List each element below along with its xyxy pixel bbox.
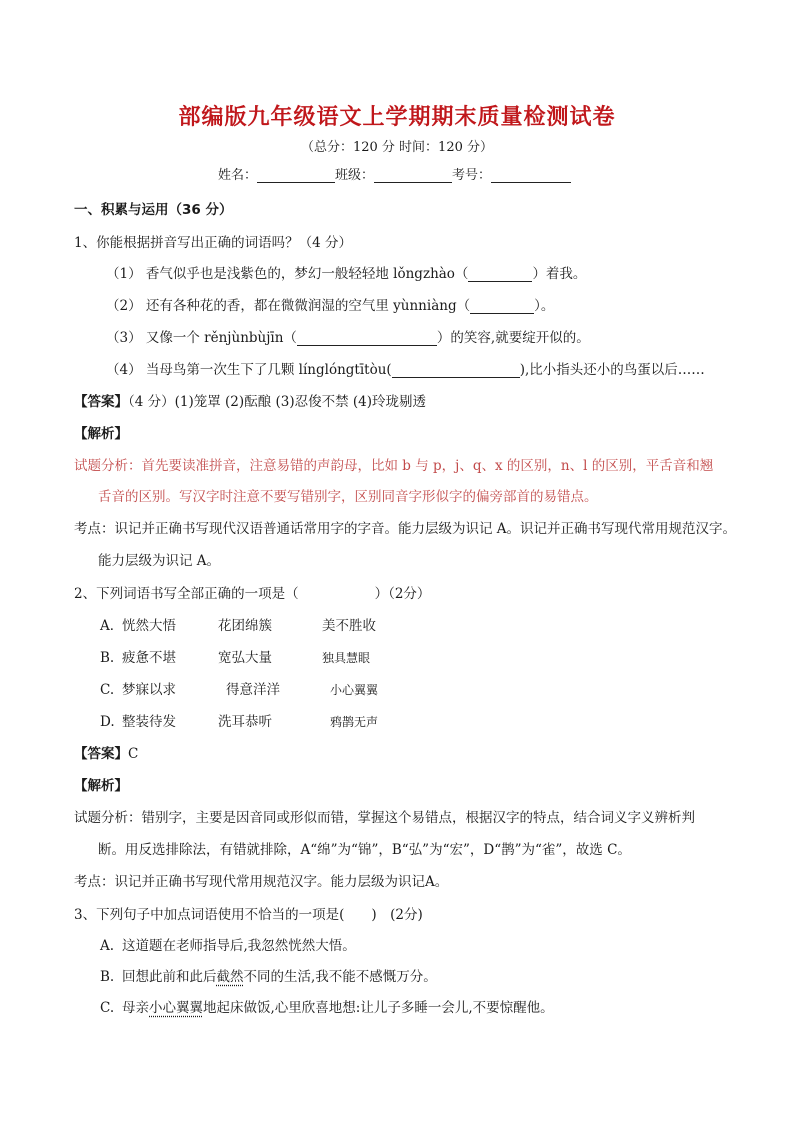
question-2-option-b bbox=[100, 646, 370, 666]
item-text: （1） 香气似乎也是浅紫色的，梦幻一般轻轻地 lǒngzhào（ bbox=[106, 266, 469, 282]
question-2-analysis-line-1: 试题分析：错别字，主要是因音同或形似而错，掌握这个易错点，根据汉字的特点，结合词义字义辨析判 bbox=[74, 810, 695, 826]
option-word: 疲惫不堪 bbox=[122, 650, 176, 666]
question-1-analysis-line-2: 舌音的区别。写汉字时注意不要写错别字，区别同音字形似字的偏旁部首的易错点。 bbox=[98, 489, 598, 505]
answer-blank bbox=[468, 269, 532, 282]
item-text: （3） 又像一个 rěnjùnbùjīn（ bbox=[106, 330, 297, 346]
answer-blank bbox=[297, 333, 437, 346]
name-label: 姓名： bbox=[218, 168, 258, 183]
question-1-item-3 bbox=[106, 326, 590, 346]
option-label: C. bbox=[100, 1000, 115, 1016]
option-label: A． bbox=[100, 618, 124, 634]
option-text: 地起床做饭,心里欣喜地想:让儿子多睡一会儿,不要惊醒他。 bbox=[203, 1000, 554, 1016]
option-word: 整装待发 bbox=[122, 714, 176, 730]
question-2-analysis-line-2: 断。用反选排除法，有错就排除，A“绵”为“锦”，B“弘”为“宏”，D“鹊”为“雀”，故选 C。 bbox=[98, 842, 631, 858]
class-blank bbox=[374, 170, 452, 183]
question-3-stem: 3、下列句子中加点词语使用不恰当的一项是( ) (2分) bbox=[74, 907, 423, 923]
question-3-option-c bbox=[100, 996, 554, 1016]
emphasized-word: 小心翼翼 bbox=[149, 1000, 203, 1016]
item-text: （2） 还有各种花的香，都在微微润湿的空气里 yùnniàng（ bbox=[106, 298, 471, 314]
question-1-analysis-label: 【解析】 bbox=[74, 426, 128, 442]
emphasized-word: 恍然大悟 bbox=[288, 938, 343, 954]
option-text: 不同的生活,我不能不感慨万分。 bbox=[243, 969, 437, 985]
question-2-stem bbox=[74, 582, 430, 602]
question-2-option-a bbox=[100, 614, 376, 634]
option-word: 梦寐以求 bbox=[122, 682, 176, 698]
option-word: 美不胜收 bbox=[322, 618, 376, 634]
option-word: 小心翼翼 bbox=[330, 683, 379, 697]
class-label: 班级： bbox=[335, 168, 375, 183]
question-1-answer bbox=[74, 390, 426, 410]
option-word: 独具慧眼 bbox=[322, 651, 371, 665]
option-label: C. bbox=[100, 682, 115, 698]
question-2-option-c bbox=[100, 678, 378, 698]
option-word: 恍然大悟 bbox=[122, 618, 176, 634]
option-label: B. bbox=[100, 650, 115, 666]
option-text: 。 bbox=[342, 938, 356, 954]
number-label: 考号： bbox=[452, 168, 492, 183]
answer-blank bbox=[470, 301, 534, 314]
stem-text: ）（2分） bbox=[374, 586, 431, 602]
exam-subtitle: （总分：120 分 时间：120 分） bbox=[300, 140, 494, 155]
section-heading: 一、积累与运用（36 分） bbox=[74, 202, 233, 218]
question-1-item-1 bbox=[106, 262, 586, 282]
question-2-option-d bbox=[100, 710, 378, 730]
item-text: ）的笑容,就要绽开似的。 bbox=[436, 330, 590, 346]
number-blank bbox=[491, 170, 571, 183]
option-word: 得意洋洋 bbox=[226, 682, 280, 698]
student-info-fields bbox=[218, 164, 571, 183]
question-1-item-4 bbox=[106, 358, 705, 378]
item-text: ）。 bbox=[534, 298, 555, 314]
question-2-analysis-label: 【解析】 bbox=[74, 778, 128, 794]
option-label: B. bbox=[100, 969, 115, 985]
option-text: 回想此前和此后 bbox=[122, 969, 217, 985]
question-1-point-line-1: 考点：识记并正确书写现代汉语普通话常用字的字音。能力层级为识记 A。识记并正确书写现代常用规范汉字。 bbox=[74, 521, 737, 537]
name-blank bbox=[257, 170, 335, 183]
stem-text: 2、下列词语书写全部正确的一项是（ bbox=[74, 586, 299, 602]
option-word: 花团绵簇 bbox=[218, 618, 272, 634]
answer-label: 【答案】 bbox=[74, 394, 128, 410]
answer-text: （4 分）(1)笼罩 (2)酝酿 (3)忍俊不禁 (4)玲珑剔透 bbox=[128, 394, 426, 410]
item-text: ),比小指头还小的鸟蛋以后…… bbox=[519, 362, 705, 378]
question-1-item-2 bbox=[106, 294, 554, 314]
question-2-point: 考点：识记并正确书写现代常用规范汉字。能力层级为识记A。 bbox=[74, 874, 449, 890]
item-text: ）着我。 bbox=[532, 266, 587, 282]
option-word: 洗耳恭听 bbox=[218, 714, 272, 730]
question-3-option-b bbox=[100, 965, 437, 985]
answer-text: C bbox=[128, 746, 139, 762]
option-word: 鸦鹊无声 bbox=[330, 715, 379, 729]
emphasized-word: 截然 bbox=[216, 969, 244, 985]
option-label: A. bbox=[100, 938, 115, 954]
item-text: （4） 当母鸟第一次生下了几颗 línglóngtītòu( bbox=[106, 362, 392, 378]
option-label: D. bbox=[100, 714, 115, 730]
question-3-option-a bbox=[100, 934, 356, 954]
exam-title: 部编版九年级语文上学期期末质量检测试卷 bbox=[178, 105, 616, 130]
answer-label: 【答案】 bbox=[74, 746, 128, 762]
question-1-point-line-2: 能力层级为识记 A。 bbox=[98, 553, 221, 569]
option-word: 宽弘大量 bbox=[218, 650, 272, 666]
question-1-stem: 1、你能根据拼音写出正确的词语吗？（4 分） bbox=[74, 235, 352, 251]
question-2-answer bbox=[74, 742, 138, 762]
option-text: 这道题在老师指导后,我忽然 bbox=[122, 938, 289, 954]
question-1-analysis-line-1: 试题分析：首先要读准拼音，注意易错的声韵母，比如 b 与 p，j、q、x 的区别，n、l 的区别，平舌音和翘 bbox=[74, 458, 714, 474]
option-text: 母亲 bbox=[122, 1000, 149, 1016]
answer-blank bbox=[392, 365, 520, 378]
